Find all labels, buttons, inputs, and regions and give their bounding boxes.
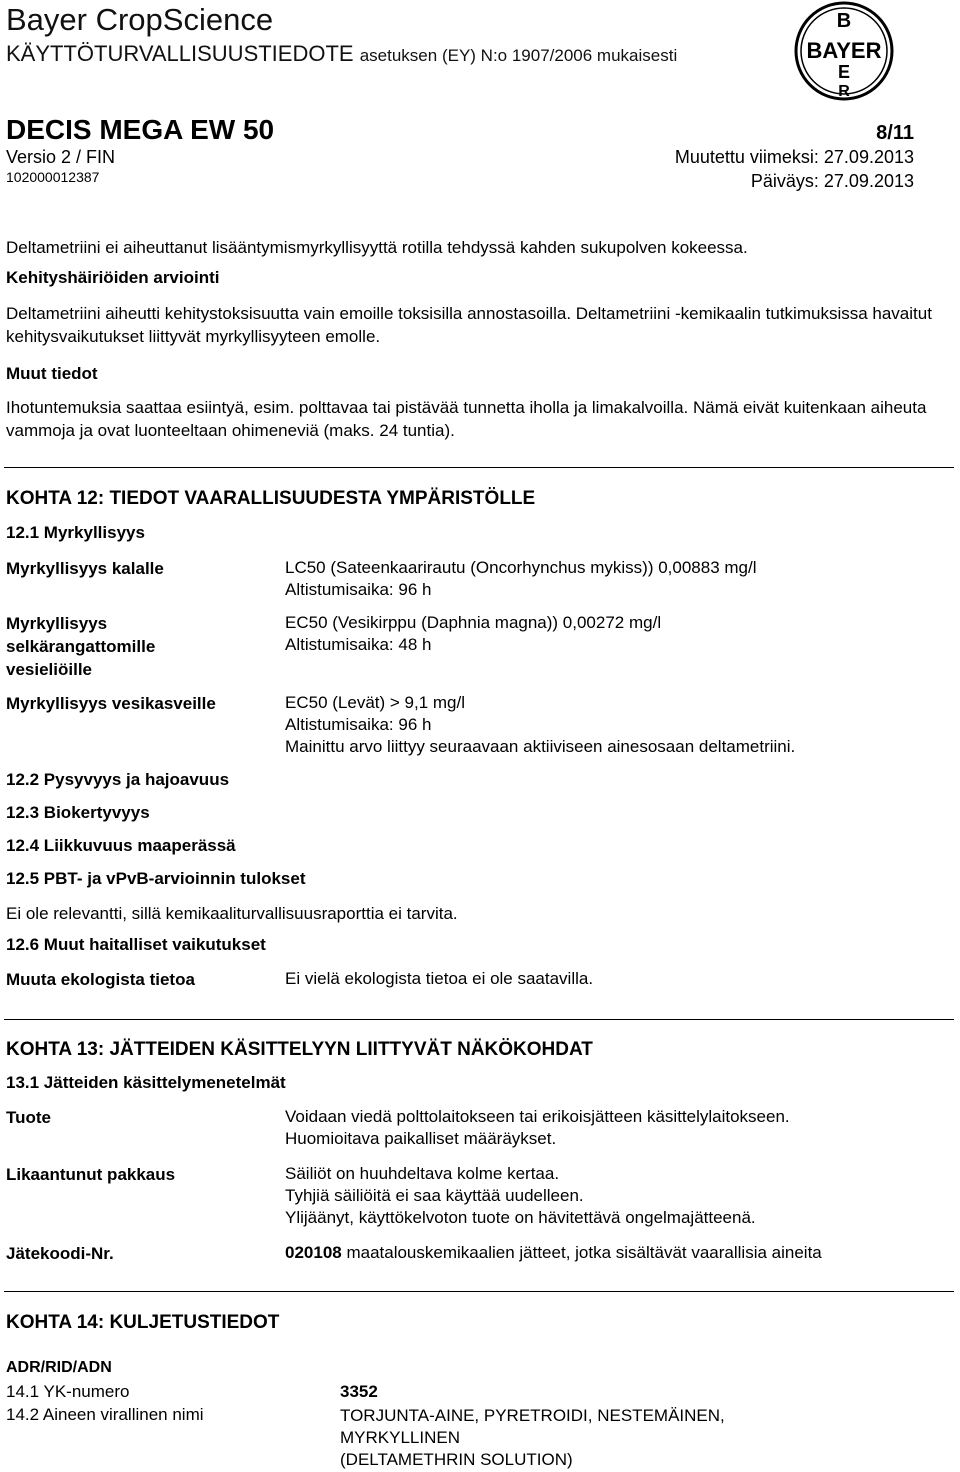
- fish-toxicity-value: [285, 557, 955, 601]
- doc-type-label: KÄYTTÖTURVALLISUUSTIEDOTE: [6, 41, 354, 66]
- algae-ec50: EC50 (Levät) > 9,1 mg/l: [285, 693, 466, 712]
- section-divider: [4, 467, 954, 468]
- aquatic-plants-label: Myrkyllisyys vesikasveille: [6, 694, 216, 713]
- waste-code-value: [285, 1242, 955, 1264]
- section-13-title: KOHTA 13: JÄTTEIDEN KÄSITTELYYN LIITTYVÄT NÄKÖKOHDAT: [6, 1039, 593, 1060]
- packaging-line1: Säiliöt on huuhdeltava kolme kertaa.: [285, 1164, 560, 1183]
- product-disposal-value: [285, 1106, 955, 1150]
- un-number-label: 14.1 YK-numero: [6, 1382, 130, 1401]
- svg-text:B: B: [836, 10, 852, 32]
- company-name: Bayer CropScience: [6, 2, 274, 37]
- developmental-text: Deltametriini aiheutti kehitystoksisuutta vain emoille toksisilla annostasoilla. Deltametriini -kemikaalin tutkimuksissa havaitut kehitysvaikutukset liittyvät myrkyllisyyteen emolle.: [6, 304, 932, 346]
- shipping-name-line3: (DELTAMETHRIN SOLUTION): [340, 1450, 573, 1469]
- aquatic-plants-value: [285, 692, 955, 758]
- page-number: 8/11: [876, 122, 914, 144]
- fish-lc50: LC50 (Sateenkaarirautu (Oncorhynchus mykiss)) 0,00883 mg/l: [285, 558, 757, 577]
- adr-heading: ADR/RID/ADN: [6, 1359, 112, 1376]
- subsection-12-1: 12.1 Myrkyllisyys: [6, 523, 145, 542]
- svg-text:R: R: [838, 83, 850, 100]
- other-info-text: Ihotuntemuksia saattaa esiintyä, esim. polttavaa tai pistävää tunnetta iholla ja limakalvoilla. Nämä eivät kuitenkaan aiheuta vammoja ja ovat luonteeltaan ohimeneviä (maks. 24 tuntia).: [6, 398, 927, 440]
- section-divider: [4, 1019, 954, 1020]
- print-date: Päiväys: 27.09.2013: [750, 171, 914, 191]
- subsection-12-2: 12.2 Pysyvyys ja hajoavuus: [6, 770, 230, 789]
- section-divider: [4, 1291, 954, 1292]
- packaging-label: Likaantunut pakkaus: [6, 1165, 176, 1184]
- algae-exposure: Altistumisaika: 96 h: [285, 715, 432, 734]
- shipping-name-label: 14.2 Aineen virallinen nimi: [6, 1405, 204, 1424]
- active-ingredient-note: Mainittu arvo liittyy seuraavaan aktiiviseen ainesosaan deltametriini.: [285, 737, 796, 756]
- shipping-name-line2: MYRKYLLINEN: [340, 1428, 460, 1447]
- section-14-title: KOHTA 14: KULJETUSTIEDOT: [6, 1312, 280, 1333]
- section-12-title: KOHTA 12: TIEDOT VAARALLISUUDESTA YMPÄRISTÖLLE: [6, 488, 536, 509]
- waste-code-label: Jätekoodi-Nr.: [6, 1244, 114, 1263]
- other-eco-label: Muuta ekologista tietoa: [6, 970, 195, 989]
- subsection-13-1: 13.1 Jätteiden käsittelymenetelmät: [6, 1073, 286, 1092]
- packaging-value: [285, 1163, 955, 1229]
- product-disposal-label: Tuote: [6, 1108, 52, 1127]
- daphnia-ec50: EC50 (Vesikirppu (Daphnia magna)) 0,00272 mg/l: [285, 613, 662, 632]
- svg-text:E: E: [837, 62, 851, 82]
- developmental-heading: Kehityshäiriöiden arviointi: [6, 268, 220, 287]
- revised-date: Muutettu viimeksi: 27.09.2013: [674, 147, 914, 167]
- waste-code-number: 020108: [285, 1243, 342, 1262]
- version-info: Versio 2 / FIN: [6, 147, 116, 167]
- fish-exposure: Altistumisaika: 96 h: [285, 580, 432, 599]
- other-info-heading: Muut tiedot: [6, 364, 98, 383]
- fish-toxicity-label: Myrkyllisyys kalalle: [6, 559, 164, 578]
- pbt-text: Ei ole relevantti, sillä kemikaaliturvallisuusraporttia ei tarvita.: [6, 904, 458, 923]
- bayer-cross-logo: [793, 0, 895, 102]
- subsection-12-5: 12.5 PBT- ja vPvB-arvioinnin tulokset: [6, 869, 306, 888]
- svg-text:BAYER: BAYER: [806, 38, 882, 63]
- document-type: [6, 41, 677, 67]
- product-disposal-line2: Huomioitava paikalliset määräykset.: [285, 1129, 557, 1148]
- subsection-12-4: 12.4 Liikkuvuus maaperässä: [6, 836, 236, 855]
- shipping-name-value: [340, 1405, 725, 1471]
- shipping-name-line1: TORJUNTA-AINE, PYRETROIDI, NESTEMÄINEN,: [340, 1406, 725, 1425]
- un-number-value: 3352: [340, 1382, 378, 1401]
- subsection-12-3: 12.3 Biokertyvyys: [6, 803, 150, 822]
- regulation-text: asetuksen (EY) N:o 1907/2006 mukaisesti: [359, 46, 678, 65]
- packaging-line3: Ylijäänyt, käyttökelvoton tuote on hävitettävä ongelmajätteenä.: [285, 1208, 756, 1227]
- product-name: DECIS MEGA EW 50: [6, 114, 275, 145]
- other-eco-value: Ei vielä ekologista tietoa ei ole saatavilla.: [285, 969, 594, 988]
- daphnia-exposure: Altistumisaika: 48 h: [285, 635, 432, 654]
- waste-code-description: maatalouskemikaalien jätteet, jotka sisältävät vaarallisia aineita: [341, 1243, 822, 1262]
- invertebrate-toxicity-value: [285, 612, 955, 656]
- reproductive-toxicity-text: Deltametriini ei aiheuttanut lisääntymismyrkyllisyyttä rotilla tehdyssä kahden sukupolven kokeessa.: [6, 238, 748, 257]
- packaging-line2: Tyhjiä säiliöitä ei saa käyttää uudelleen.: [285, 1186, 584, 1205]
- product-disposal-line1: Voidaan viedä polttolaitokseen tai erikoisjätteen käsittelylaitokseen.: [285, 1107, 790, 1126]
- subsection-12-6: 12.6 Muut haitalliset vaikutukset: [6, 935, 266, 954]
- document-number: 102000012387: [6, 169, 100, 185]
- invertebrate-toxicity-label: Myrkyllisyys selkärangattomille vesieliöille: [6, 614, 156, 679]
